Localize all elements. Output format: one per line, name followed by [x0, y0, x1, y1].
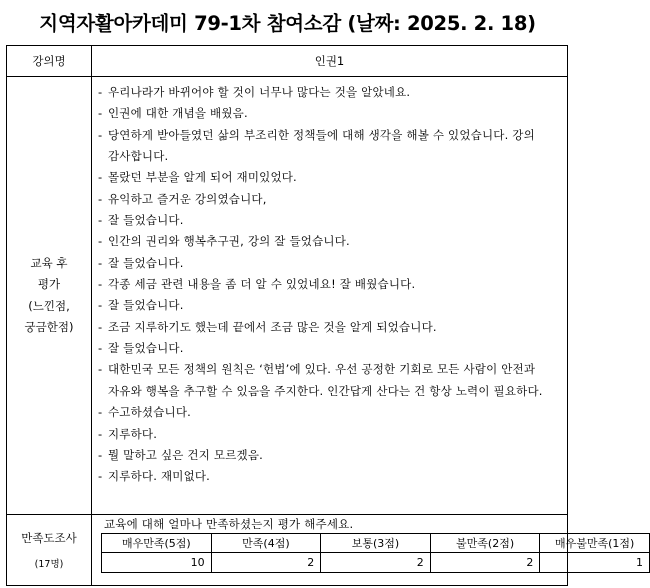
rating-header: 매우만족(5점)	[102, 534, 212, 553]
bullet-dash: -	[98, 447, 103, 462]
comment-text: 우리나라가 바뀌어야 할 것이 너무나 많다는 것을 알았네요.	[108, 85, 411, 99]
rating-value: 2	[430, 553, 540, 573]
comment-text: 대한민국 모든 정책의 원칙은 ‘헌법’에 있다. 우선 공정한 기회로 모든 사람이 안전과 자유와 행복을 추구할 수 있음을 주지한다. 인간답게 산다는 건 항상 노력이 필요하다.	[108, 362, 543, 398]
satisfaction-label-cell	[7, 515, 92, 586]
comment-item	[98, 466, 559, 487]
evaluation-label-line: (느낀점,	[28, 298, 70, 313]
bullet-dash: -	[98, 234, 103, 249]
header-row	[7, 46, 568, 77]
satisfaction-question: 교육에 대해 얼마나 만족하셨는지 평가 해주세요.	[104, 517, 354, 531]
comment-text: 조금 지루하기도 했는데 끝에서 조금 많은 것을 알게 되었습니다.	[108, 319, 437, 334]
evaluation-label-line: 교육 후	[30, 255, 68, 270]
comment-item	[98, 445, 559, 466]
comment-text: 몰랐던 부분을 알게 되어 재미있었다.	[108, 170, 297, 185]
satisfaction-content	[92, 515, 643, 586]
rating-value: 1	[540, 553, 650, 573]
comment-item	[98, 103, 559, 124]
bullet-dash: -	[98, 277, 103, 292]
header-label: 강의명	[7, 46, 92, 77]
comment-text: 잘 들었습니다.	[108, 213, 184, 228]
bullet-dash: -	[98, 426, 103, 441]
comment-text: 인간의 권리와 행복추구권, 강의 잘 들었습니다.	[108, 234, 350, 249]
comment-item	[98, 82, 559, 103]
comment-item	[98, 274, 559, 295]
comment-item	[98, 231, 559, 252]
rating-header: 불만족(2점)	[430, 534, 540, 553]
comment-item	[98, 402, 559, 423]
rating-header: 만족(4점)	[211, 534, 321, 553]
bullet-dash: -	[98, 213, 103, 228]
comment-item	[98, 125, 559, 168]
bullet-dash: -	[98, 341, 103, 356]
comment-text: 지루하다. 재미없다.	[108, 469, 211, 484]
comment-text: 잘 들었습니다.	[108, 255, 184, 270]
rating-value-row	[102, 553, 650, 573]
bullet-dash: -	[98, 170, 103, 185]
evaluation-label	[7, 77, 92, 515]
evaluation-row	[7, 77, 568, 515]
comment-item	[98, 295, 559, 316]
page-title: 지역자활아카데미 79-1차 참여소감 (날짜: 2025. 2. 18)	[39, 12, 536, 35]
comment-text: 수고하셨습니다.	[108, 405, 192, 420]
comment-item	[98, 317, 559, 338]
evaluation-content	[92, 77, 568, 515]
comment-list	[92, 77, 567, 488]
evaluation-label-line: 평가	[37, 277, 61, 291]
comment-item	[98, 210, 559, 231]
rating-header-row	[102, 534, 650, 553]
comment-text: 뭘 말하고 싶은 건지 모르겠음.	[108, 447, 263, 462]
satisfaction-label: 만족도조사	[21, 531, 77, 545]
comment-item	[98, 253, 559, 274]
comment-text: 인권에 대한 개념을 배웠음.	[108, 106, 248, 121]
survey-table	[6, 45, 643, 586]
rating-value: 10	[102, 553, 212, 573]
bullet-dash: -	[98, 469, 103, 484]
comment-item	[98, 359, 559, 402]
evaluation-label-line: 궁금한점)	[24, 320, 74, 334]
comment-item	[98, 167, 559, 188]
rating-header: 매우불만족(1점)	[540, 534, 650, 553]
bullet-dash: -	[98, 106, 103, 121]
comment-text: 유익하고 즐거운 강의였습니다,	[108, 191, 267, 206]
comment-item	[98, 338, 559, 359]
bullet-dash: -	[98, 319, 103, 334]
comment-text: 각종 세금 관련 내용을 좀 더 알 수 있었네요! 잘 배웠습니다.	[108, 277, 416, 292]
comment-item	[98, 424, 559, 445]
comment-text: 당연하게 받아들였던 삶의 부조리한 정책들에 대해 생각을 해볼 수 있었습니다. 강의 감사합니다.	[108, 127, 535, 164]
header-value: 인권1	[92, 46, 568, 77]
comment-item	[98, 189, 559, 210]
rating-value: 2	[211, 553, 321, 573]
bullet-dash: -	[98, 127, 103, 142]
rating-table	[101, 533, 650, 573]
bullet-dash: -	[98, 85, 103, 99]
bullet-dash: -	[98, 191, 103, 206]
comment-text: 잘 들었습니다.	[108, 298, 184, 313]
rating-header: 보통(3점)	[321, 534, 431, 553]
comment-text: 잘 들었습니다.	[108, 341, 184, 356]
respondent-count: (17명)	[34, 559, 64, 570]
satisfaction-row	[7, 515, 568, 586]
rating-value: 2	[321, 553, 431, 573]
bullet-dash: -	[98, 405, 103, 420]
bullet-dash: -	[98, 298, 103, 313]
bullet-dash: -	[98, 362, 103, 377]
comment-text: 지루하다.	[108, 426, 158, 441]
bullet-dash: -	[98, 255, 103, 270]
